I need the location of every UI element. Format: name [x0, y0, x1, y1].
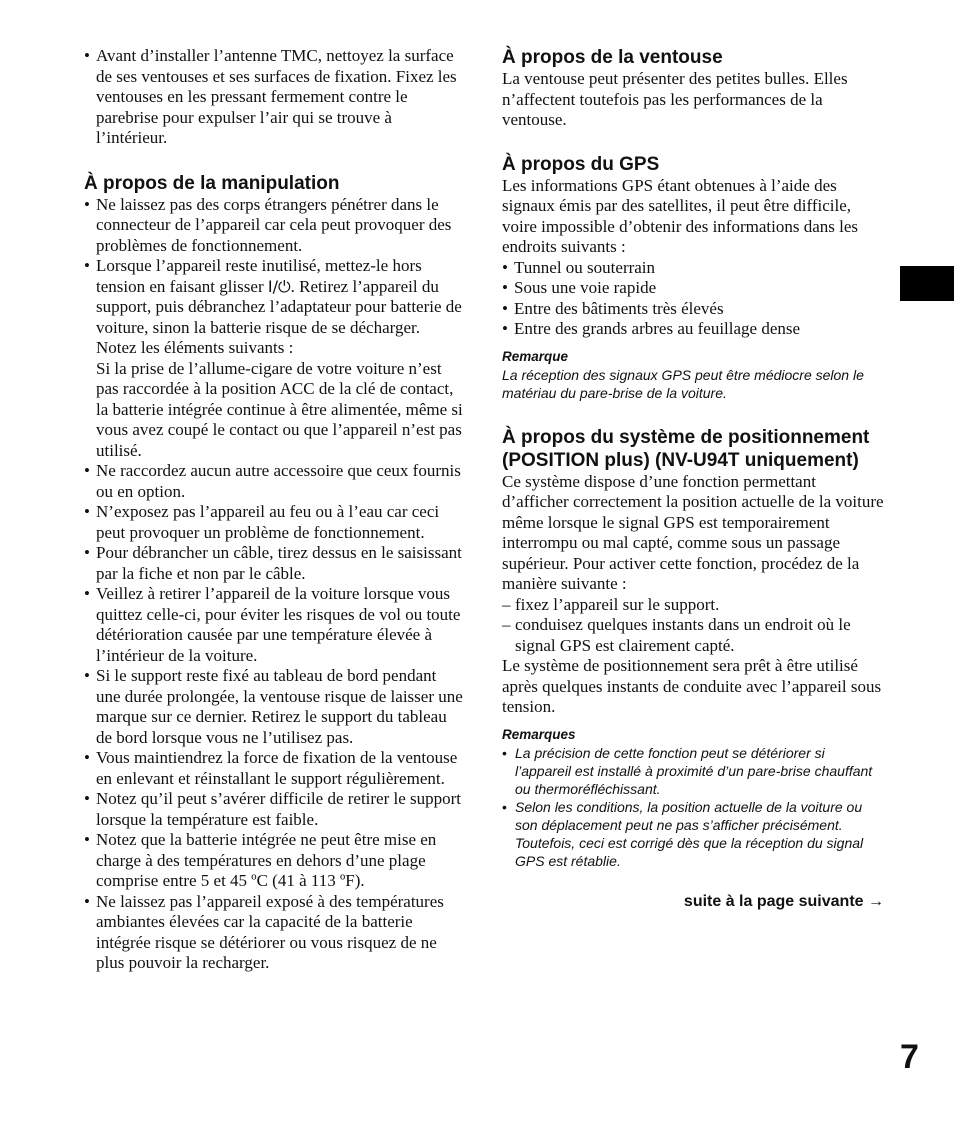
power-switch-icon: I/⏻	[267, 276, 291, 296]
note-item: • La précision de cette fonction peut se détériorer si l’appareil est installé à proximité d’un pare-brise chauffant ou thermoréfléchissant.	[502, 744, 884, 798]
list-item: • Veillez à retirer l’appareil de la voiture lorsque vous quittez celle-ci, pour éviter les risques de vol ou toute détérioration causée par une température élevée à l’intérieur de la voiture.	[84, 584, 464, 666]
list-item: • Vous maintiendrez la force de fixation de la ventouse en enlevant et réinstallant le support régulièrement.	[84, 748, 464, 789]
ventouse-text: La ventouse peut présenter des petites bulles. Elles n’affectent toutefois pas les performances de la ventouse.	[502, 69, 848, 129]
positioning-heading: À propos du système de positionnement (POSITION plus) (NV-U94T uniquement)	[502, 426, 870, 471]
positioning-text: Ce système dispose d’une fonction permettant d’afficher correctement la position actuelle de la voiture même lorsque le signal GPS est temporairement interrompu ou mal capté, comme sous un passage supérieur. Pour activer cette fonction, procédez de la manière suivante :	[502, 471, 884, 593]
list-item: • Notez que la batterie intégrée ne peut être mise en charge à des températures en dehors d’une plage comprise entre 5 et 45 ºC (41 à 113 ºF).	[84, 830, 464, 892]
right-column	[502, 46, 884, 912]
manipulation-heading: À propos de la manipulation	[84, 172, 340, 194]
power-text-3: Si la prise de l’allume-cigare de votre voiture n’est pas raccordée à la position ACC de la clé de contact, la batterie intégrée continue à être alimentée, même si vous avez coupé le contact ou que l’appareil n’est pas utilisé.	[96, 358, 463, 460]
gps-heading: À propos du GPS	[502, 153, 660, 175]
intro-item: • Avant d’installer l’antenne TMC, nettoyez la surface de ses ventouses et ses surfaces de fixation. Fixez les ventouses en les pressant fermement contre le parebrise pour expulser l’air qui se trouve à l’intérieur.	[84, 46, 464, 149]
list-item-power	[84, 256, 464, 461]
page-number: 7	[900, 1038, 919, 1076]
power-text-2: . Retirez l’appareil du support, puis débranchez l’adaptateur pour batterie de voiture, sinon la batterie risque de se décharger. Notez les éléments suivants :	[96, 276, 462, 357]
positioning-notes-list	[502, 744, 884, 870]
gps-text: Les informations GPS étant obtenues à l’aide des signaux émis par des satellites, il peut être difficile, voire impossible d’obtenir des informations dans les endroits suivants :	[502, 175, 858, 256]
gps-list	[502, 258, 884, 340]
list-item: • N’exposez pas l’appareil au feu ou à l’eau car ceci peut provoquer un problème de fonctionnement.	[84, 502, 464, 543]
gps-note-title: Remarque	[502, 348, 569, 364]
list-item: • Sous une voie rapide	[502, 278, 884, 299]
left-column	[84, 46, 464, 974]
step-item: – fixez l’appareil sur le support.	[502, 595, 884, 616]
list-item: • Pour débrancher un câble, tirez dessus en le saisissant par la fiche et non par le câble.	[84, 543, 464, 584]
list-item: • Entre des bâtiments très élevés	[502, 299, 884, 320]
positioning-steps	[502, 595, 884, 657]
intro-list	[84, 46, 464, 149]
list-item: • Ne laissez pas l’appareil exposé à des températures ambiantes élevées car la capacité de la batterie intégrée risque se détériorer ou vous risquez de ne plus pouvoir la recharger.	[84, 892, 464, 974]
gps-note-text: La réception des signaux GPS peut être médiocre selon le matériau du pare-brise de la voiture.	[502, 366, 864, 401]
continue-next-page: suite à la page suivante →	[683, 892, 884, 910]
power-text-1: Lorsque l’appareil reste inutilisé, mettez-le hors tension en faisant glisser	[96, 256, 422, 296]
manipulation-list	[84, 195, 464, 974]
positioning-notes-title: Remarques	[502, 726, 576, 742]
list-item: • Entre des grands arbres au feuillage dense	[502, 319, 884, 340]
list-item: • Ne laissez pas des corps étrangers pénétrer dans le connecteur de l’appareil car cela peut provoquer des problèmes de fonctionnement.	[84, 195, 464, 257]
list-item: • Si le support reste fixé au tableau de bord pendant une durée prolongée, la ventouse risque de laisser une marque sur ce dernier. Retirez le support du tableau de bord lorsque vous ne l’utilisez pas.	[84, 666, 464, 748]
step-item: – conduisez quelques instants dans un endroit où le signal GPS est clairement capté.	[502, 615, 884, 656]
list-item: • Ne raccordez aucun autre accessoire que ceux fournis ou en option.	[84, 461, 464, 502]
section-tab-marker	[900, 266, 954, 301]
ventouse-heading: À propos de la ventouse	[502, 47, 723, 68]
list-item: • Tunnel ou souterrain	[502, 258, 884, 279]
note-item: • Selon les conditions, la position actuelle de la voiture ou son déplacement peut ne pas s’afficher précisément. Toutefois, ceci est corrigé dès que la réception du signal GPS est rétablie.	[502, 798, 884, 870]
list-item: • Notez qu’il peut s’avérer difficile de retirer le support lorsque la température est faible.	[84, 789, 464, 830]
positioning-after-text: Le système de positionnement sera prêt à être utilisé après quelques instants de conduite avec l’appareil sous tension.	[502, 656, 882, 716]
